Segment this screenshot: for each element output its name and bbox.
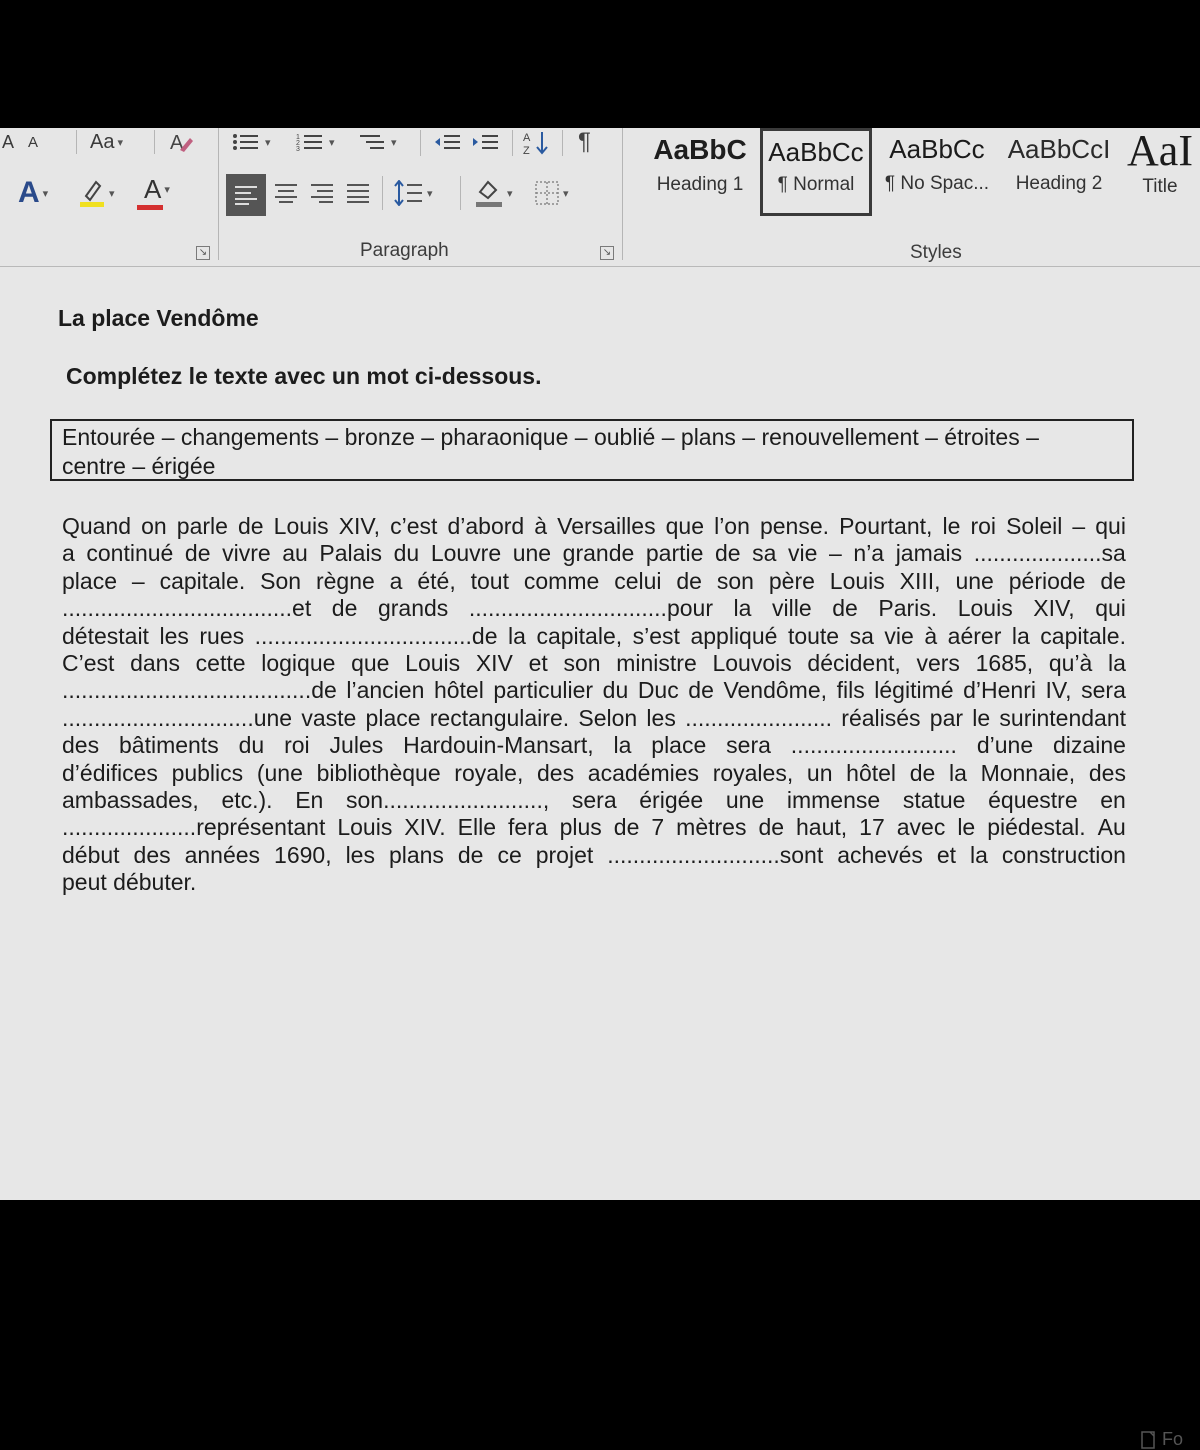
- chevron-down-icon: ▾: [109, 187, 115, 200]
- passage-word: années: [184, 841, 261, 868]
- passage-word: Louis: [273, 513, 329, 539]
- styles-gallery: [638, 128, 1200, 228]
- passage-word: projet: [535, 841, 594, 868]
- passage-word: de: [688, 677, 714, 704]
- borders-icon[interactable]: [534, 180, 569, 206]
- passage-word: Elle: [457, 814, 496, 841]
- passage-word: aérer: [947, 622, 1002, 649]
- passage-word: légitimé: [874, 677, 954, 704]
- separator: [76, 130, 77, 154]
- align-center-icon[interactable]: [274, 182, 298, 204]
- passage-word: 7: [651, 814, 665, 841]
- passage-word: Hardouin-Mansart,: [403, 732, 594, 759]
- multilevel-list-icon[interactable]: [358, 132, 397, 152]
- passage-word: XIV: [475, 649, 513, 676]
- style-normal[interactable]: AaBbCc ¶ Normal: [760, 128, 872, 216]
- passage-word: Louis: [957, 595, 1013, 622]
- passage-word: des: [537, 759, 575, 786]
- passage-word: capitale.: [159, 567, 246, 594]
- chevron-down-icon: ▾: [117, 137, 123, 149]
- passage-word: mètres: [676, 814, 747, 841]
- svg-text:3: 3: [296, 146, 300, 152]
- passage-word: hôtel: [846, 759, 897, 786]
- passage-word: ministre: [616, 649, 697, 676]
- passage-word: s’est: [632, 622, 680, 649]
- passage-word: ..............................une: [62, 704, 293, 731]
- passage-word: piédestal.: [987, 814, 1086, 841]
- passage-word: Louvre: [430, 540, 502, 567]
- passage-word: règne: [315, 567, 375, 594]
- passage-word: construction: [1001, 841, 1126, 868]
- passage-line: [62, 513, 1126, 540]
- grow-font-button[interactable]: A: [2, 132, 15, 152]
- separator: [218, 128, 219, 260]
- chevron-down-icon: ▾: [563, 187, 569, 200]
- passage-word: on: [141, 513, 167, 539]
- passage-word: équestre: [988, 786, 1078, 813]
- passage-word: qui: [1095, 595, 1126, 622]
- passage-word: Pourtant,: [839, 513, 933, 539]
- passage-word: du: [393, 540, 420, 567]
- passage-word: érigée: [639, 786, 704, 813]
- passage-word: peut débuter.: [62, 869, 197, 896]
- passage-word: début: [62, 841, 120, 868]
- passage-word: –: [829, 540, 842, 567]
- font-dialog-launcher[interactable]: ↘: [196, 246, 210, 260]
- passage-word: publics: [171, 759, 244, 786]
- passage-word: une: [955, 567, 994, 594]
- passage-word: partie: [645, 540, 704, 567]
- passage-word: vaste: [301, 704, 357, 731]
- passage-word: vie: [884, 622, 914, 649]
- passage-word: ....................................et: [62, 595, 312, 622]
- passage-word: de: [1100, 567, 1126, 594]
- passage-word: d’édifices: [62, 759, 158, 786]
- ribbon: [0, 128, 1200, 267]
- font-color-swatch: [137, 205, 163, 210]
- highlighter-icon[interactable]: [78, 178, 115, 208]
- passage-word: Soleil: [1006, 513, 1063, 539]
- svg-text:1: 1: [296, 134, 300, 141]
- justify-icon[interactable]: [346, 182, 370, 204]
- passage-word: ...............................pour: [468, 595, 713, 622]
- passage-word: grands: [377, 595, 449, 622]
- passage-word: XIV,: [338, 513, 381, 539]
- passage-word: l’ancien: [346, 677, 425, 704]
- decrease-indent-icon[interactable]: [434, 132, 462, 152]
- passage-line: [62, 814, 1126, 841]
- passage-word: pense.: [759, 513, 830, 539]
- chevron-down-icon: ▾: [427, 187, 433, 200]
- passage-word: 1690,: [274, 841, 332, 868]
- passage-word: .....................représentant: [62, 814, 326, 841]
- clear-formatting-icon[interactable]: [168, 130, 194, 154]
- passage-line: [62, 760, 1126, 787]
- passage-word: ...........................sont: [607, 841, 824, 868]
- passage-word: fera: [507, 814, 548, 841]
- shading-icon[interactable]: [474, 178, 513, 208]
- passage-line: [62, 705, 1126, 732]
- passage-word: d’abord: [447, 513, 525, 539]
- passage-word: XIII,: [899, 567, 941, 594]
- separator: [562, 130, 563, 156]
- passage-word: appliqué: [690, 622, 778, 649]
- chevron-down-icon: ▾: [265, 136, 271, 149]
- word-bank-box: [50, 419, 1134, 481]
- passage-word: C’est: [62, 649, 115, 676]
- passage-word: sera: [571, 786, 617, 813]
- passage: [62, 513, 1126, 896]
- passage-word: vie: [788, 540, 818, 567]
- passage-word: haut,: [796, 814, 848, 841]
- passage-word: du: [602, 677, 629, 704]
- styles-group-label: Styles: [910, 242, 962, 263]
- separator: [460, 176, 461, 210]
- passage-word: le: [942, 513, 961, 539]
- passage-line: [62, 623, 1126, 650]
- passage-word: qui: [1095, 513, 1126, 539]
- passage-word: celui: [614, 567, 662, 594]
- passage-word: roi: [970, 513, 997, 539]
- change-case-button[interactable]: Aa ▾: [90, 131, 123, 153]
- passage-word: son: [716, 567, 754, 594]
- passage-word: à: [534, 513, 548, 539]
- svg-text:Z: Z: [523, 145, 530, 156]
- document-instruction: Complétez le texte avec un mot ci-dessous.: [66, 363, 542, 389]
- passage-word: toute: [787, 622, 840, 649]
- passage-word: capitale,: [536, 622, 623, 649]
- passage-word: avec: [896, 814, 946, 841]
- passage-word: Louis: [405, 649, 461, 676]
- svg-text:A: A: [170, 132, 184, 154]
- passage-word: .......................................de: [62, 677, 337, 704]
- passage-word: bibliothèque: [316, 759, 441, 786]
- passage-word: achevés: [837, 841, 923, 868]
- passage-line: [62, 540, 1126, 567]
- passage-word: statue: [902, 786, 966, 813]
- align-right-icon[interactable]: [310, 182, 334, 204]
- passage-word: par: [929, 704, 964, 731]
- svg-text:A: A: [523, 132, 531, 144]
- passage-word: plus: [559, 814, 602, 841]
- passage-word: a: [389, 567, 403, 594]
- passage-word: ..................................de: [254, 622, 498, 649]
- passage-word: l’on: [714, 513, 750, 539]
- passage-word: XIV,: [1033, 595, 1075, 622]
- passage-word: particulier: [493, 677, 594, 704]
- passage-word: En: [295, 786, 324, 813]
- passage-word: XIV.: [404, 814, 446, 841]
- passage-word: Palais: [319, 540, 383, 567]
- passage-word: hôtel: [433, 677, 484, 704]
- separator: [622, 128, 623, 260]
- text-effects-button[interactable]: A ▾: [18, 176, 49, 209]
- shrink-font-button[interactable]: A: [28, 134, 39, 151]
- passage-word: Versailles: [557, 513, 656, 539]
- passage-word: Son: [260, 567, 302, 594]
- passage-word: continué: [86, 540, 174, 567]
- style-heading-2[interactable]: AaBbCcI Heading 2: [1007, 134, 1111, 194]
- passage-word: Monnaie,: [980, 759, 1076, 786]
- chevron-down-icon: ▾: [42, 187, 49, 200]
- passage-word: la: [508, 622, 526, 649]
- show-marks-button[interactable]: ¶: [578, 128, 591, 155]
- passage-word: capitale.: [1040, 622, 1126, 649]
- passage-word: c’est: [390, 513, 438, 539]
- passage-word: le: [972, 704, 991, 731]
- passage-line: [62, 842, 1126, 869]
- passage-word: d’Henri: [963, 677, 1036, 704]
- passage-word: réalisés: [841, 704, 921, 731]
- passage-line: [62, 787, 1126, 814]
- chevron-down-icon: ▾: [507, 187, 513, 200]
- passage-word: de: [909, 759, 936, 786]
- passage-word: père: [768, 567, 815, 594]
- passage-word: sa: [752, 540, 777, 567]
- style-no-spacing[interactable]: AaBbCc ¶ No Spac...: [884, 134, 990, 194]
- passage-word: bâtiments: [118, 732, 219, 759]
- passage-word: que: [351, 649, 390, 676]
- passage-line: [62, 869, 1126, 896]
- passage-word: grande: [562, 540, 635, 567]
- passage-word: la: [613, 732, 632, 759]
- passage-word: des: [62, 732, 100, 759]
- monitor-bezel: [0, 0, 1200, 128]
- passage-word: –: [1072, 513, 1086, 539]
- separator: [420, 130, 421, 156]
- bullets-icon[interactable]: [232, 132, 271, 152]
- passage-word: détestait: [62, 622, 149, 649]
- numbering-icon[interactable]: [296, 132, 335, 152]
- passage-word: la: [1011, 622, 1030, 649]
- style-heading-1[interactable]: AaBbC Heading 1: [653, 134, 747, 195]
- passage-word: cette: [195, 649, 246, 676]
- passage-word: place: [651, 732, 707, 759]
- passage-word: du: [238, 732, 265, 759]
- passage-word: immense: [786, 786, 881, 813]
- passage-word: de: [238, 513, 264, 539]
- passage-word: tout: [470, 567, 509, 594]
- passage-word: ce: [497, 841, 522, 868]
- passage-word: et: [528, 649, 548, 676]
- passage-word: le: [957, 814, 976, 841]
- passage-word: Louvois: [712, 649, 792, 676]
- passage-word: plans: [388, 841, 444, 868]
- passage-word: à: [924, 622, 938, 649]
- passage-word: les: [646, 704, 676, 731]
- passage-line: [62, 677, 1126, 704]
- passage-line: [62, 568, 1126, 595]
- passage-word: des: [1088, 759, 1126, 786]
- passage-word: académies: [587, 759, 700, 786]
- passage-word: royale,: [454, 759, 524, 786]
- passage-word: ambassades,: [62, 786, 199, 813]
- passage-word: Paris.: [878, 595, 938, 622]
- word-bank-line: Entourée – changements – bronze – pharaonique – oublié – plans – renouvellement – étroites –: [62, 424, 1039, 450]
- passage-line: [62, 650, 1126, 677]
- passage-word: jamais: [895, 540, 963, 567]
- passage-word: place: [62, 567, 117, 594]
- chevron-down-icon: ▾: [164, 184, 170, 196]
- passage-word: les: [159, 622, 189, 649]
- font-size-buttons[interactable]: [2, 132, 38, 153]
- passage-word: 17: [859, 814, 885, 841]
- passage-word: de: [676, 567, 702, 594]
- passage-word: Louis: [337, 814, 393, 841]
- passage-word: vivre: [222, 540, 271, 567]
- passage-word: roi: [284, 732, 310, 759]
- passage-word: et: [936, 841, 957, 868]
- increase-indent-icon[interactable]: [472, 132, 500, 152]
- passage-word: Au: [1097, 814, 1126, 841]
- focus-icon: [1140, 1430, 1158, 1450]
- passage-word: 1685,: [975, 649, 1034, 676]
- separator: [382, 176, 383, 210]
- status-corner[interactable]: Fo: [1140, 1429, 1183, 1450]
- paragraph-group-label: Paragraph: [360, 240, 449, 261]
- passage-word: de: [832, 595, 858, 622]
- passage-word: Selon: [578, 704, 638, 731]
- passage-word: comme: [523, 567, 600, 594]
- passage-word: place: [365, 704, 421, 731]
- passage-word: été,: [417, 567, 456, 594]
- passage-line: [62, 595, 1126, 622]
- passage-line: [62, 732, 1126, 759]
- word-bank-line: centre – érigée: [62, 453, 216, 479]
- passage-word: –: [131, 567, 145, 594]
- separator: [154, 130, 155, 154]
- passage-word: parle: [176, 513, 228, 539]
- passage-word: que: [665, 513, 705, 539]
- passage-word: des: [133, 841, 171, 868]
- separator: [512, 130, 513, 156]
- passage-word: rues: [199, 622, 245, 649]
- passage-word: a: [62, 540, 75, 567]
- passage-word: de: [613, 814, 640, 841]
- passage-word: de: [331, 595, 358, 622]
- passage-word: d’une: [976, 732, 1034, 759]
- passage-word: décident,: [807, 649, 901, 676]
- passage-word: IV,: [1045, 677, 1072, 704]
- paragraph-dialog-launcher[interactable]: ↘: [600, 246, 614, 260]
- align-left-icon[interactable]: [226, 174, 266, 216]
- passage-word: son.........................,: [346, 786, 550, 813]
- sort-icon[interactable]: [522, 130, 552, 156]
- passage-word: de: [457, 841, 484, 868]
- font-color-button[interactable]: A ▾: [144, 174, 170, 210]
- passage-word: ville: [772, 595, 812, 622]
- line-spacing-icon[interactable]: [394, 180, 433, 206]
- passage-word: qu’à: [1048, 649, 1093, 676]
- passage-word: de: [715, 540, 741, 567]
- passage-word: la: [970, 841, 988, 868]
- passage-word: sera: [1081, 677, 1126, 704]
- passage-word: la: [948, 759, 967, 786]
- passage-word: logique: [261, 649, 336, 676]
- document-title: La place Vendôme: [58, 305, 259, 331]
- passage-word: de: [184, 540, 211, 567]
- passage-word: de: [758, 814, 785, 841]
- passage-word: royales,: [712, 759, 794, 786]
- passage-word: etc.).: [221, 786, 273, 813]
- passage-word: une: [725, 786, 765, 813]
- passage-word: Louis: [829, 567, 885, 594]
- passage-word: fils: [836, 677, 865, 704]
- passage-word: sera: [726, 732, 771, 759]
- passage-word: .......................: [685, 704, 833, 731]
- passage-word: Vendôme,: [723, 677, 828, 704]
- passage-word: période: [1008, 567, 1086, 594]
- passage-word: Duc: [637, 677, 679, 704]
- document-page[interactable]: [0, 267, 1200, 1449]
- passage-word: ....................sa: [973, 540, 1126, 567]
- passage-word: les: [345, 841, 375, 868]
- passage-word: vers: [916, 649, 960, 676]
- passage-word: ..........................: [790, 732, 957, 759]
- passage-word: dans: [130, 649, 180, 676]
- chevron-down-icon: ▾: [329, 136, 335, 149]
- passage-word: en: [1100, 786, 1126, 813]
- svg-text:2: 2: [296, 140, 300, 147]
- passage-word: dizaine: [1053, 732, 1126, 759]
- chevron-down-icon: ▾: [391, 136, 397, 149]
- passage-word: surintendant: [999, 704, 1126, 731]
- passage-word: la: [733, 595, 752, 622]
- passage-word: n’a: [853, 540, 885, 567]
- passage-word: rectangulaire.: [429, 704, 570, 731]
- style-title[interactable]: AaI Title: [1127, 128, 1193, 197]
- passage-word: la: [1108, 649, 1126, 676]
- passage-word: sa: [849, 622, 874, 649]
- passage-word: Jules: [329, 732, 384, 759]
- passage-word: Quand: [62, 513, 132, 539]
- passage-word: (une: [256, 759, 303, 786]
- passage-word: au: [282, 540, 308, 567]
- passage-word: un: [806, 759, 833, 786]
- passage-word: son: [563, 649, 601, 676]
- passage-word: une: [512, 540, 552, 567]
